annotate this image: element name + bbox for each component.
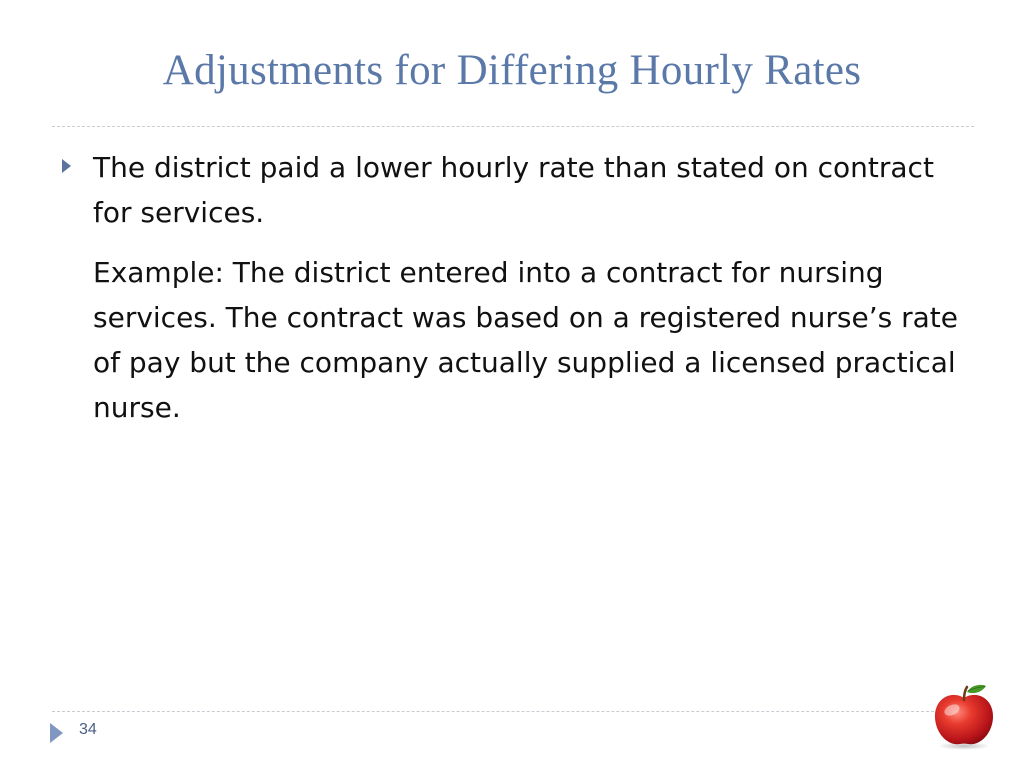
title-divider [52,126,974,127]
footer-triangle-icon [50,723,63,743]
triangle-right-icon [62,159,71,173]
apple-icon [928,680,1000,752]
slide-title: Adjustments for Differing Hourly Rates [162,47,862,94]
footer-divider [52,711,974,712]
example-paragraph: Example: The district entered into a contract for nursing services. The contract was based on a registered nurse’s rate of pay but the company actually supplied a licensed practical nurse. [93,256,959,424]
slide-body [93,145,963,445]
page-number: 34 [79,721,97,738]
bullet-paragraph: The district paid a lower hourly rate than stated on contract for services. [93,151,934,229]
